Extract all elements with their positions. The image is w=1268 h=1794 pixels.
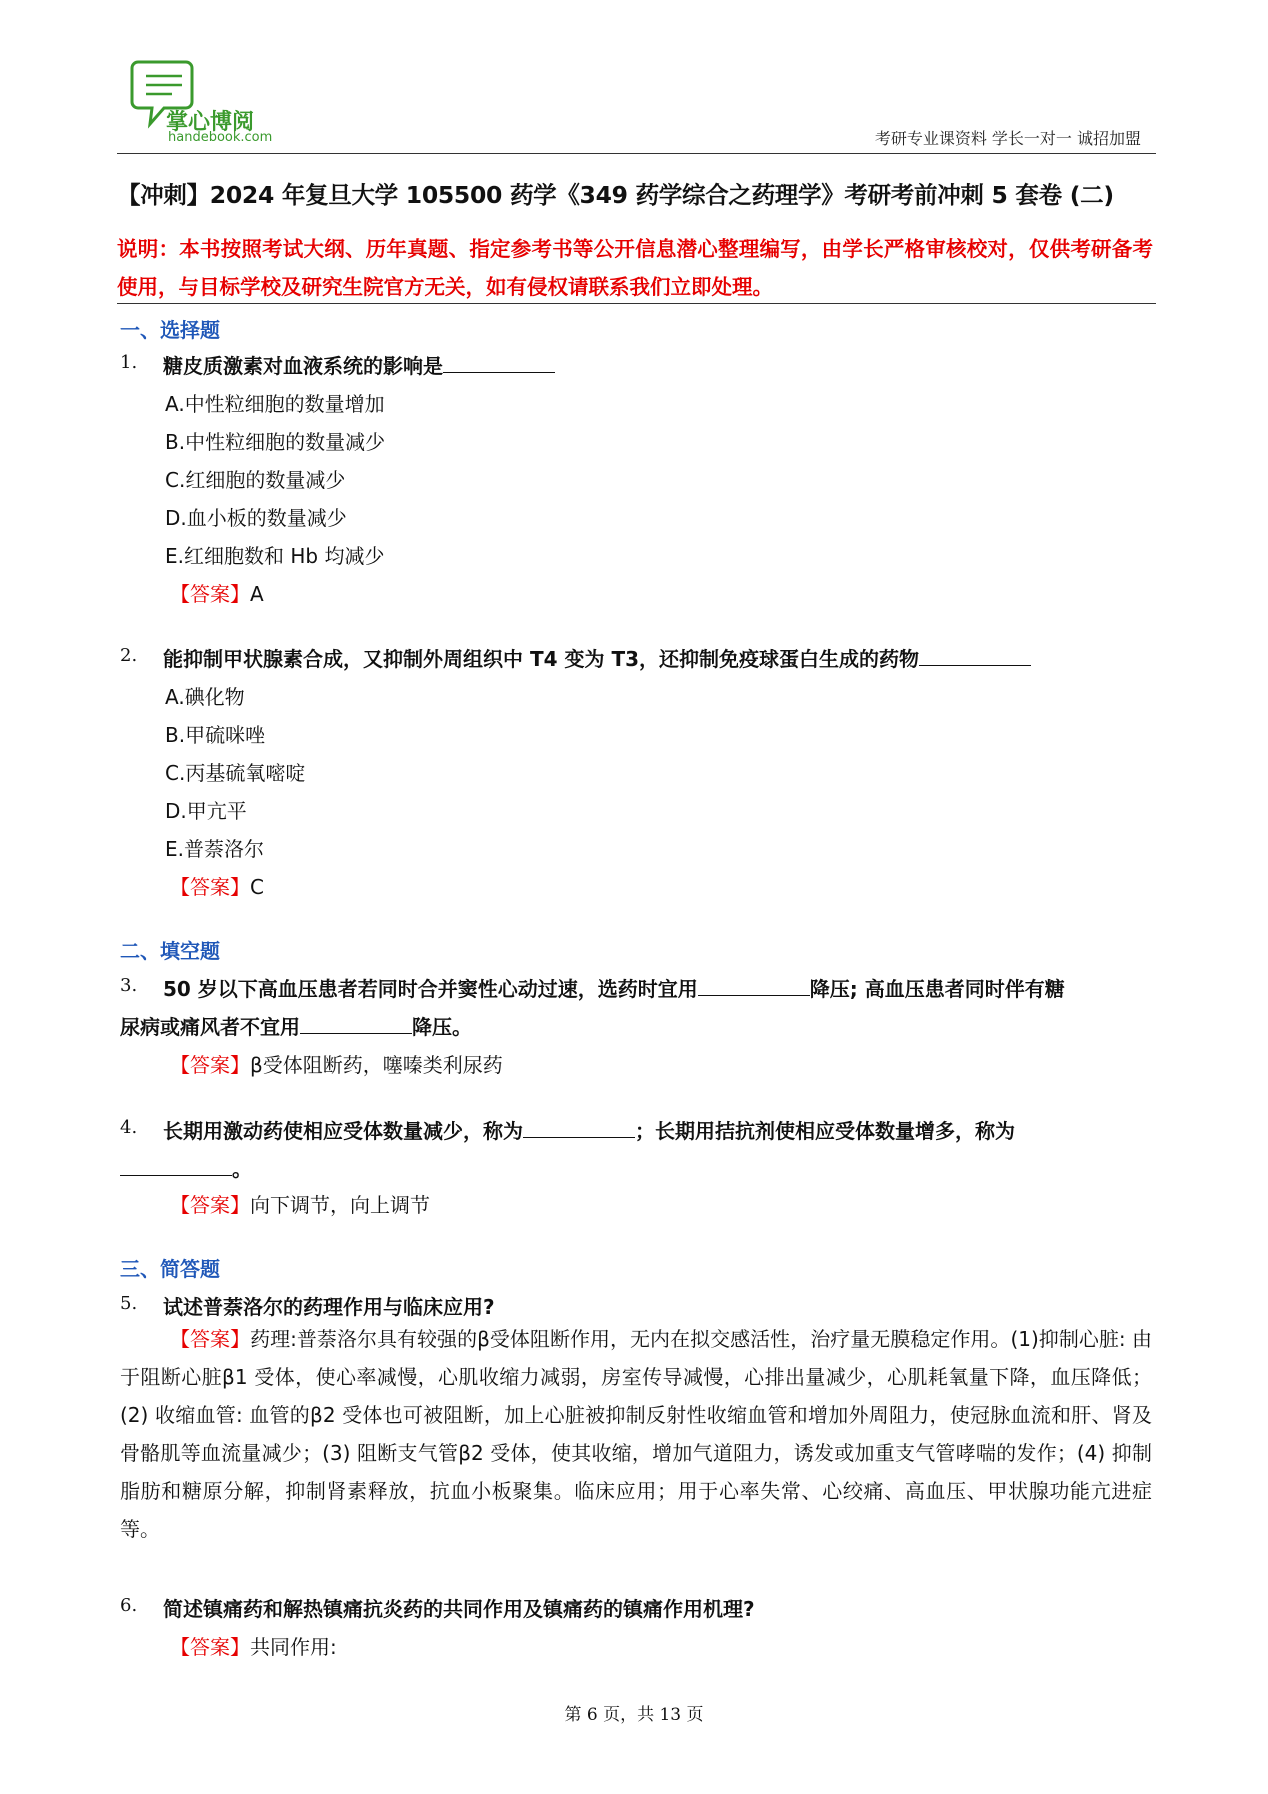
question-text: 长期用激动药使相应受体数量减少，称为 ；长期用拮抗剂使相应受体数量增多，称为 xyxy=(163,1119,1015,1143)
question-text: 能抑制甲状腺素合成，又抑制外周组织中 T4 变为 T3，还抑制免疫球蛋白生成的药物 xyxy=(163,643,1031,672)
option-d: D.血小板的数量减少 xyxy=(165,506,347,530)
section-heading-short: 三、简答题 xyxy=(120,1257,220,1281)
answer-tag: 【答案】 xyxy=(170,1635,250,1659)
answer-tag: 【答案】 xyxy=(170,875,250,899)
logo-subtext: handebook.com xyxy=(168,130,273,145)
answer-line xyxy=(170,1631,337,1660)
answer-line xyxy=(170,1189,430,1218)
answer-value: A xyxy=(250,582,264,606)
answer-blank xyxy=(443,354,555,373)
answer-paragraph xyxy=(120,1320,1152,1548)
answer-blank xyxy=(919,647,1031,666)
question-number: 2. xyxy=(120,645,138,666)
answer-value: C xyxy=(250,875,264,899)
answer-blank xyxy=(523,1119,635,1138)
option-c: C.红细胞的数量减少 xyxy=(165,468,346,492)
logo-text: 掌心博阅 xyxy=(166,110,255,135)
question-number: 5. xyxy=(120,1293,138,1314)
question-text: 简述镇痛药和解热镇痛抗炎药的共同作用及镇痛药的镇痛作用机理? xyxy=(163,1597,755,1621)
question-text: 糖皮质激素对血液系统的影响是 xyxy=(163,350,555,379)
answer-blank xyxy=(300,1015,412,1034)
copyright-notice: 说明：本书按照考试大纲、历年真题、指定参考书等公开信息潜心整理编写，由学长严格审核校对，仅供考研备考使用，与目标学校及研究生院官方无关，如有侵权请联系我们立即处理。 xyxy=(117,237,1153,299)
option-a: A.中性粒细胞的数量增加 xyxy=(165,392,385,416)
option-b: B.甲硫咪唑 xyxy=(165,723,266,747)
option-c: C.丙基硫氧嘧啶 xyxy=(165,761,306,785)
answer-blank xyxy=(120,1157,232,1176)
answer-value: β受体阻断药，噻嗪类利尿药 xyxy=(250,1053,503,1077)
page-footer: 第 6 页，共 13 页 xyxy=(564,1705,704,1725)
answer-tag: 【答案】 xyxy=(170,1327,251,1351)
header-divider xyxy=(117,153,1156,154)
answer-value: 药理:普萘洛尔具有较强的β受体阻断作用，无内在拟交感活性，治疗量无膜稳定作用。(1)抑制心脏: 由于阻断心脏β1 受体，使心率减慢，心肌收缩力减弱，房室传导减慢，心排出量减少，心肌耗氧量下降，血压降低；(2) 收缩血管: 血管的β2 受体也可被阻断，加上心脏被抑制反射性收缩血管和增加外周阻力，使冠脉血流和肝、肾及骨骼肌等血流量减少；(3) 阻断支气管β2 受体，使其收缩，增加气道阻力，诱发或加重支气管哮喘的发作；(4) 抑制脂肪和糖原分解，抑制肾素释放，抗血小板聚集。临床应用；用于心率失常、心绞痛、高血压、甲状腺功能亢进症等。 xyxy=(120,1327,1152,1541)
question-text-cont: 。 xyxy=(120,1153,252,1182)
question-text: 50 岁以下高血压患者若同时合并窦性心动过速，选药时宜用 降压; 高血压患者同时伴有糖 xyxy=(163,977,1065,1001)
question-number: 4. xyxy=(120,1117,138,1138)
section-heading-fill: 二、填空题 xyxy=(120,939,220,963)
answer-line xyxy=(170,578,264,607)
question-text-cont: 尿病或痛风者不宜用 降压。 xyxy=(120,1015,472,1039)
answer-value: 向下调节，向上调节 xyxy=(250,1193,430,1217)
document-title: 【冲刺】2024 年复旦大学 105500 药学《349 药学综合之药理学》考研考前冲刺 5 套卷 (二) xyxy=(117,181,1114,209)
option-b: B.中性粒细胞的数量减少 xyxy=(165,430,386,454)
answer-value: 共同作用: xyxy=(250,1635,337,1659)
answer-line xyxy=(170,1049,503,1078)
answer-tag: 【答案】 xyxy=(170,582,250,606)
question-number: 1. xyxy=(120,352,138,373)
header-tagline: 考研专业课资料 学长一对一 诚招加盟 xyxy=(874,129,1141,148)
question-number: 6. xyxy=(120,1595,138,1616)
option-d: D.甲亢平 xyxy=(165,799,247,823)
option-e: E.红细胞数和 Hb 均减少 xyxy=(165,544,385,568)
section-heading-choice: 一、选择题 xyxy=(120,318,220,342)
question-text: 试述普萘洛尔的药理作用与临床应用? xyxy=(163,1295,495,1319)
answer-tag: 【答案】 xyxy=(170,1193,250,1217)
answer-tag: 【答案】 xyxy=(170,1053,250,1077)
title-divider xyxy=(117,303,1156,304)
option-e: E.普萘洛尔 xyxy=(165,837,264,861)
option-a: A.碘化物 xyxy=(165,685,245,709)
answer-line xyxy=(170,871,264,900)
answer-blank xyxy=(698,977,810,996)
question-number: 3. xyxy=(120,975,138,996)
